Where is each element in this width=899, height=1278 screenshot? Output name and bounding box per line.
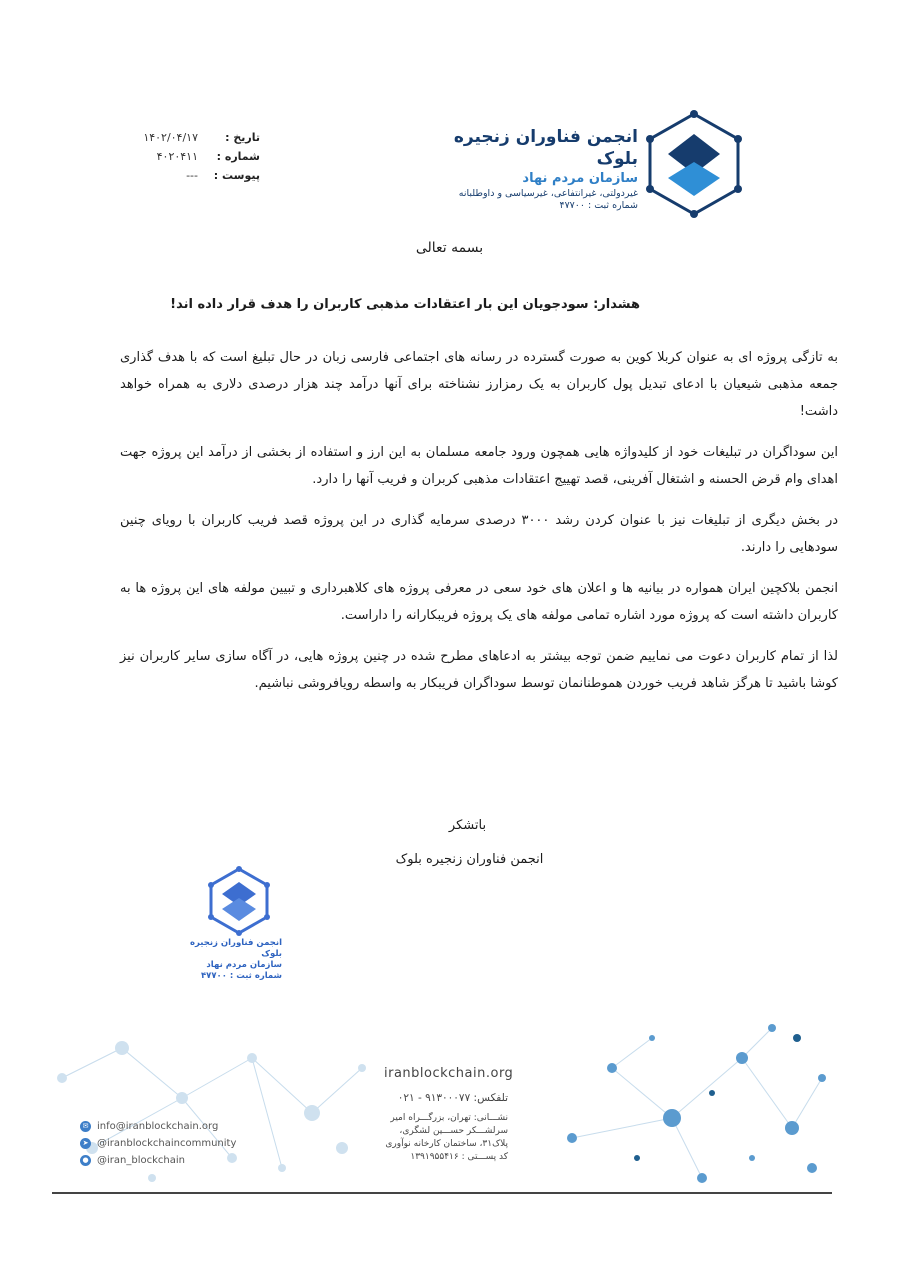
letter-meta [120, 128, 260, 185]
bismillah: بسمه تعالی [415, 240, 484, 256]
telegram-text: @iranblockchaincommunity [97, 1138, 237, 1149]
paragraph: انجمن بلاکچین ایران همواره در بیانیه ها و اعلان های خود سعی در معرفی پروژه های کلاهبرداری و تبیین مولفه های این پروژه ها به کاربران داشته است که پروژه مورد اشاره تمامی مولفه های یک پروژه فریبکارانه را داراست. [120, 581, 838, 623]
org-name: انجمن فناوران زنجیره بلوک [453, 127, 638, 169]
email-row[interactable] [80, 1118, 236, 1135]
paragraph: به تازگی پروژه ای به عنوان کربلا کوین به صورت گسترده در رسانه های اجتماعی فارسی زبان در حال تبلیغ است که با هدف گذاری جمعه مذهبی شیعیان با ادعای تبدیل پول کاربران به یک رمزارز نشناخته برای آنها درآمد چند هزار درصدی دلاری به همراه خواهد داشت! [120, 350, 838, 419]
org-logo-icon [640, 110, 748, 218]
footer-postal: کد پســـتی : ۱۳۹۱۹۵۵۴۱۶ [410, 1152, 508, 1162]
org-header-text [420, 126, 638, 212]
number-label: شماره : [216, 150, 260, 163]
footer-fax: تلفکس: ۹۱۳۰۰۰۷۷ - ۰۲۱ [397, 1092, 508, 1104]
twitter-icon: ● [80, 1155, 91, 1166]
closing: باتشکر [448, 818, 487, 833]
signer: انجمن فناوران زنجیره بلوک [395, 852, 544, 867]
telegram-icon: ➤ [80, 1138, 91, 1149]
email-icon: ✉ [80, 1121, 91, 1132]
paragraph: این سوداگران در تبلیغات خود از کلیدواژه هایی همچون ورود جامعه مسلمان به این ارز و استفاده از بخشی از درآمد این پروژه جهت اهدای وام قرض الحسنه و اشتغال آفرینی، قصد تهییج اعتقادات مذهبی کربران و فریب آنها را دارد. [120, 445, 838, 487]
footer-website[interactable]: iranblockchain.org [384, 1066, 514, 1081]
date-row [120, 128, 260, 147]
footer-socials [80, 1118, 236, 1169]
email-text: info@iranblockchain.org [97, 1121, 219, 1132]
twitter-text: @iran_blockchain [97, 1155, 185, 1166]
stamp-line: سازمان مردم نهاد [206, 960, 282, 970]
letter-body [120, 344, 838, 711]
date-label: تاریخ : [225, 131, 260, 144]
letter-headline: هشدار: سودجویان این بار اعتقادات مذهبی کاربران را هدف قرار داده اند! [170, 297, 640, 312]
org-registration: شماره ثبت : ۴۷۷۰۰ [559, 200, 638, 211]
stamp-logo-icon [204, 866, 274, 936]
org-subtitle: سازمان مردم نهاد [522, 171, 638, 186]
number-value: ۴۰۲۰۴۱۱ [156, 150, 198, 163]
paragraph: در بخش دیگری از تبلیغات نیز با عنوان کردن رشد ۳۰۰۰ درصدی سرمایه گذاری در این پروژه قصد فریب کاربران با رویای چنین سودهایی را دارند. [120, 513, 839, 555]
footer-divider [52, 1192, 832, 1194]
paragraph: لذا از تمام کاربران دعوت می نماییم ضمن توجه بیشتر به ادعاهای مطرح شده در چنین پروژه هایی، در آگاه سازی سایر کاربران نیز کوشا باشید تا هرگز شاهد فریب خوردن هموطنانمان توسط سوداگران فریبکار به واسطه رویافروشی نباشیم. [120, 649, 838, 691]
attachment-value: --- [186, 169, 198, 182]
number-row [120, 147, 260, 166]
twitter-row[interactable] [80, 1152, 236, 1169]
attachment-label: پیوست : [213, 169, 260, 182]
telegram-row[interactable] [80, 1135, 236, 1152]
footer-contact [384, 1090, 508, 1164]
stamp-line: انجمن فناوران زنجیره بلوک [189, 938, 282, 959]
stamp-text [182, 938, 282, 982]
attachment-row [120, 166, 260, 185]
footer-address: نشـــانی: تهران، بزرگـــراه امیر سرلشـــکر حســـین لشگری، پلاک۳۱، ساختمان کارخانه نوآوری [385, 1113, 508, 1149]
stamp-line: شماره ثبت : ۴۷۷۰۰ [200, 971, 282, 981]
org-description: غیردولتی، غیرانتفاعی، غیرسیاسی و داوطلبانه [458, 188, 638, 199]
date-value: ۱۴۰۲/۰۴/۱۷ [143, 131, 198, 144]
